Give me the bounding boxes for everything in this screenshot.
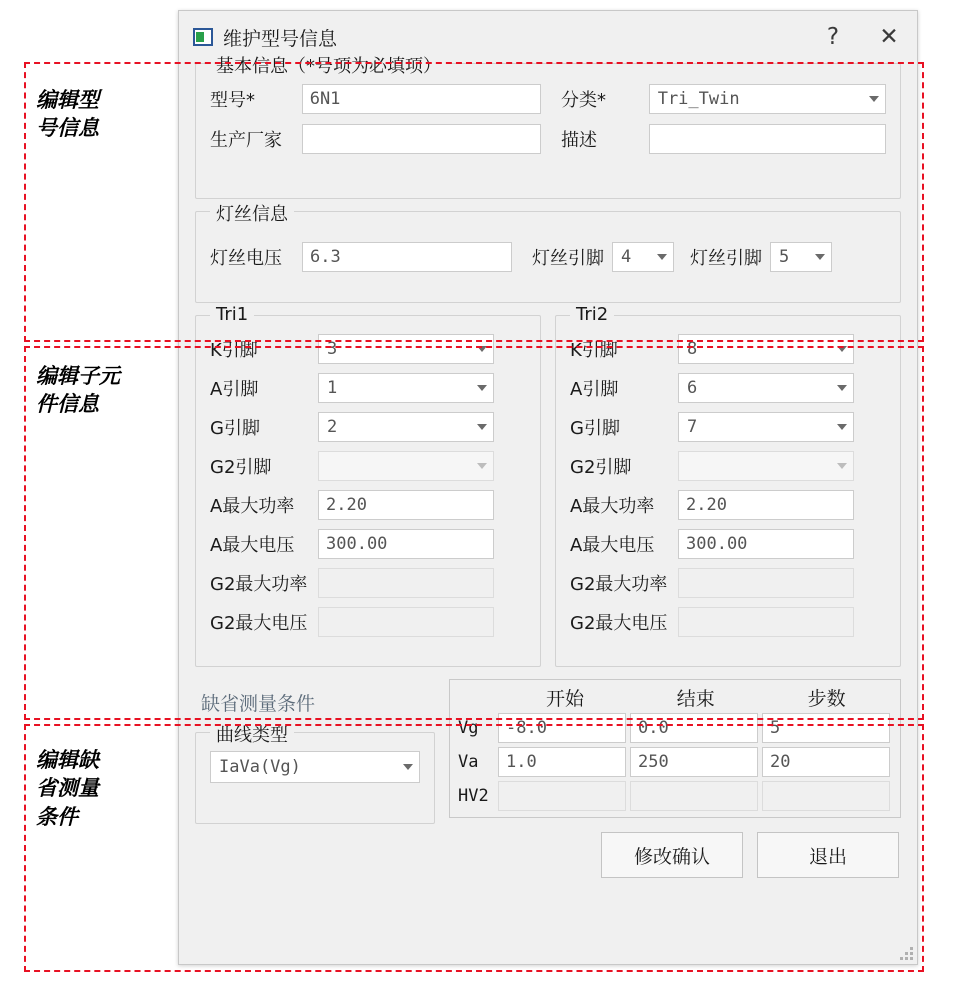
tri1-a-max-voltage-label: A最大电压 [210, 535, 295, 556]
tri2-g2-max-voltage-label: G2最大电压 [570, 613, 668, 634]
maker-input[interactable] [302, 124, 541, 154]
filament-pin2-label: 灯丝引脚 [690, 248, 762, 269]
chevron-down-icon [815, 254, 825, 260]
tri2-row-a-max-voltage [570, 529, 886, 559]
tri2-a-max-power-label: A最大功率 [570, 496, 655, 517]
annotation-label-subelement-info: 编辑子元 件信息 [36, 363, 120, 417]
dialog-body [179, 56, 917, 888]
tri1-row-k-pin [210, 334, 526, 364]
conditions-table-header [456, 684, 894, 713]
tri2-g-pin-select[interactable] [678, 412, 854, 442]
tri1-g2-max-power-label: G2最大功率 [210, 574, 308, 595]
model-input[interactable] [302, 84, 541, 114]
resize-grip[interactable] [901, 948, 913, 960]
chevron-down-icon [477, 346, 487, 352]
description-input[interactable] [649, 124, 886, 154]
tri1-a-pin-label: A引脚 [210, 379, 259, 400]
chevron-down-icon [477, 385, 487, 391]
hv2-start-input[interactable] [498, 781, 626, 811]
tri2-row-g2-max-power [570, 568, 886, 598]
tri2-k-pin-label: K引脚 [570, 340, 618, 361]
tri2-row-a-pin [570, 373, 886, 403]
tri1-row-a-pin [210, 373, 526, 403]
tri2-g-pin-value: 7 [687, 417, 698, 437]
tri1-g2-max-power-input[interactable] [318, 568, 494, 598]
curve-type-group [195, 725, 435, 824]
model-row [210, 84, 886, 114]
tri2-g2-max-power-input[interactable] [678, 568, 854, 598]
header-start: 开始 [545, 688, 584, 710]
table-row-va [456, 747, 894, 777]
exit-button[interactable]: 退出 [757, 832, 899, 878]
tri2-a-pin-select[interactable] [678, 373, 854, 403]
class-select-value: Tri_Twin [657, 89, 740, 109]
va-end-input[interactable] [630, 747, 758, 777]
close-button[interactable]: ✕ [879, 24, 899, 50]
row-label-vg: Vg [458, 718, 479, 738]
tri2-k-pin-select[interactable] [678, 334, 854, 364]
curve-type-column [195, 679, 435, 836]
tri1-g2-pin-label: G2引脚 [210, 457, 272, 478]
tri2-a-max-power-input[interactable] [678, 490, 854, 520]
tri1-group [195, 304, 541, 667]
dialog-buttons [449, 832, 901, 878]
hv2-end-input[interactable] [630, 781, 758, 811]
header-steps: 步数 [807, 688, 846, 710]
filament-pin1-label: 灯丝引脚 [532, 248, 604, 269]
chevron-down-icon [837, 463, 847, 469]
tri1-row-g2-pin [210, 451, 526, 481]
table-row-vg [456, 713, 894, 743]
tri1-a-max-power-input[interactable] [318, 490, 494, 520]
tri1-legend: Tri1 [210, 304, 254, 325]
va-steps-input[interactable] [762, 747, 890, 777]
tri1-g-pin-select[interactable] [318, 412, 494, 442]
tri2-a-max-voltage-input[interactable] [678, 529, 854, 559]
curve-type-value: IaVa(Vg) [219, 757, 301, 777]
filament-row [210, 242, 886, 272]
tri2-a-max-voltage-label: A最大电压 [570, 535, 655, 556]
conditions-table-column [449, 679, 901, 878]
tri2-row-g2-pin [570, 451, 886, 481]
window-controls [805, 11, 917, 63]
curve-type-legend: 曲线类型 [210, 721, 294, 747]
tri2-row-g2-max-voltage [570, 607, 886, 637]
chevron-down-icon [837, 385, 847, 391]
chevron-down-icon [837, 424, 847, 430]
tri1-row-g-pin [210, 412, 526, 442]
maker-label: 生产厂家 [210, 130, 282, 151]
tri2-g2-pin-label: G2引脚 [570, 457, 632, 478]
tri1-a-pin-select[interactable] [318, 373, 494, 403]
filament-voltage-input[interactable] [302, 242, 512, 272]
filament-pin1-select[interactable] [612, 242, 674, 272]
tri1-k-pin-select[interactable] [318, 334, 494, 364]
triode-sections [195, 304, 901, 679]
tri2-k-pin-value: 8 [687, 339, 698, 359]
tri2-g2-max-voltage-input[interactable] [678, 607, 854, 637]
tri2-row-a-max-power [570, 490, 886, 520]
vg-end-input[interactable] [630, 713, 758, 743]
chevron-down-icon [477, 463, 487, 469]
curve-type-select[interactable] [210, 751, 420, 783]
hv2-steps-input[interactable] [762, 781, 890, 811]
class-select[interactable] [649, 84, 886, 114]
tri2-g-pin-label: G引脚 [570, 418, 620, 439]
app-icon [193, 28, 213, 46]
tri1-g2-pin-select[interactable] [318, 451, 494, 481]
filament-legend: 灯丝信息 [210, 200, 294, 226]
tri2-row-g-pin [570, 412, 886, 442]
filament-voltage-label: 灯丝电压 [210, 248, 282, 269]
tri1-row-g2-max-voltage [210, 607, 526, 637]
chevron-down-icon [403, 764, 413, 770]
basic-info-legend: 基本信息（*号项为必填项） [210, 52, 447, 78]
description-label: 描述 [560, 130, 597, 151]
filament-pin1-value: 4 [621, 247, 632, 267]
chevron-down-icon [657, 254, 667, 260]
class-label: 分类* [560, 90, 606, 111]
chevron-down-icon [869, 96, 879, 102]
filament-pin2-value: 5 [779, 247, 790, 267]
header-end: 结束 [676, 688, 715, 710]
filament-pin2-select[interactable] [770, 242, 832, 272]
tri1-k-pin-label: K引脚 [210, 340, 258, 361]
tri2-row-k-pin [570, 334, 886, 364]
table-row-hv2 [456, 781, 894, 811]
tri2-a-pin-value: 6 [687, 378, 698, 398]
annotation-label-default-conditions: 编辑缺 省测量 条件 [36, 747, 99, 829]
tri2-group [555, 304, 901, 667]
chevron-down-icon [837, 346, 847, 352]
tri1-k-pin-value: 3 [327, 339, 338, 359]
tri2-legend: Tri2 [570, 304, 614, 325]
vg-start-input[interactable] [498, 713, 626, 743]
tri1-a-pin-value: 1 [327, 378, 338, 398]
default-conditions-title: 缺省测量条件 [201, 693, 316, 715]
tri1-row-a-max-voltage [210, 529, 526, 559]
annotation-label-model-info: 编辑型 号信息 [36, 87, 99, 141]
model-label: 型号* [210, 90, 255, 111]
tri1-row-g2-max-power [210, 568, 526, 598]
confirm-button[interactable]: 修改确认 [601, 832, 743, 878]
tri1-g-pin-value: 2 [327, 417, 338, 437]
tri1-g2-max-voltage-label: G2最大电压 [210, 613, 308, 634]
tri1-row-a-max-power [210, 490, 526, 520]
tri1-g-pin-label: G引脚 [210, 418, 260, 439]
conditions-table [449, 679, 901, 818]
tri1-a-max-power-label: A最大功率 [210, 496, 295, 517]
filament-info-group [195, 204, 901, 303]
basic-info-group [195, 56, 901, 199]
help-button[interactable]: ? [826, 24, 840, 50]
maker-row [210, 124, 886, 154]
chevron-down-icon [477, 424, 487, 430]
tri2-g2-max-power-label: G2最大功率 [570, 574, 668, 595]
row-label-va: Va [458, 752, 479, 772]
tri2-a-pin-label: A引脚 [570, 379, 619, 400]
dialog-window [178, 10, 918, 965]
va-start-input[interactable] [498, 747, 626, 777]
window-title: 维护型号信息 [223, 27, 338, 50]
tri1-g2-max-voltage-input[interactable] [318, 607, 494, 637]
row-label-hv2: HV2 [458, 786, 489, 806]
default-conditions-section [195, 679, 901, 878]
vg-steps-input[interactable] [762, 713, 890, 743]
tri2-g2-pin-select[interactable] [678, 451, 854, 481]
tri1-a-max-voltage-input[interactable] [318, 529, 494, 559]
